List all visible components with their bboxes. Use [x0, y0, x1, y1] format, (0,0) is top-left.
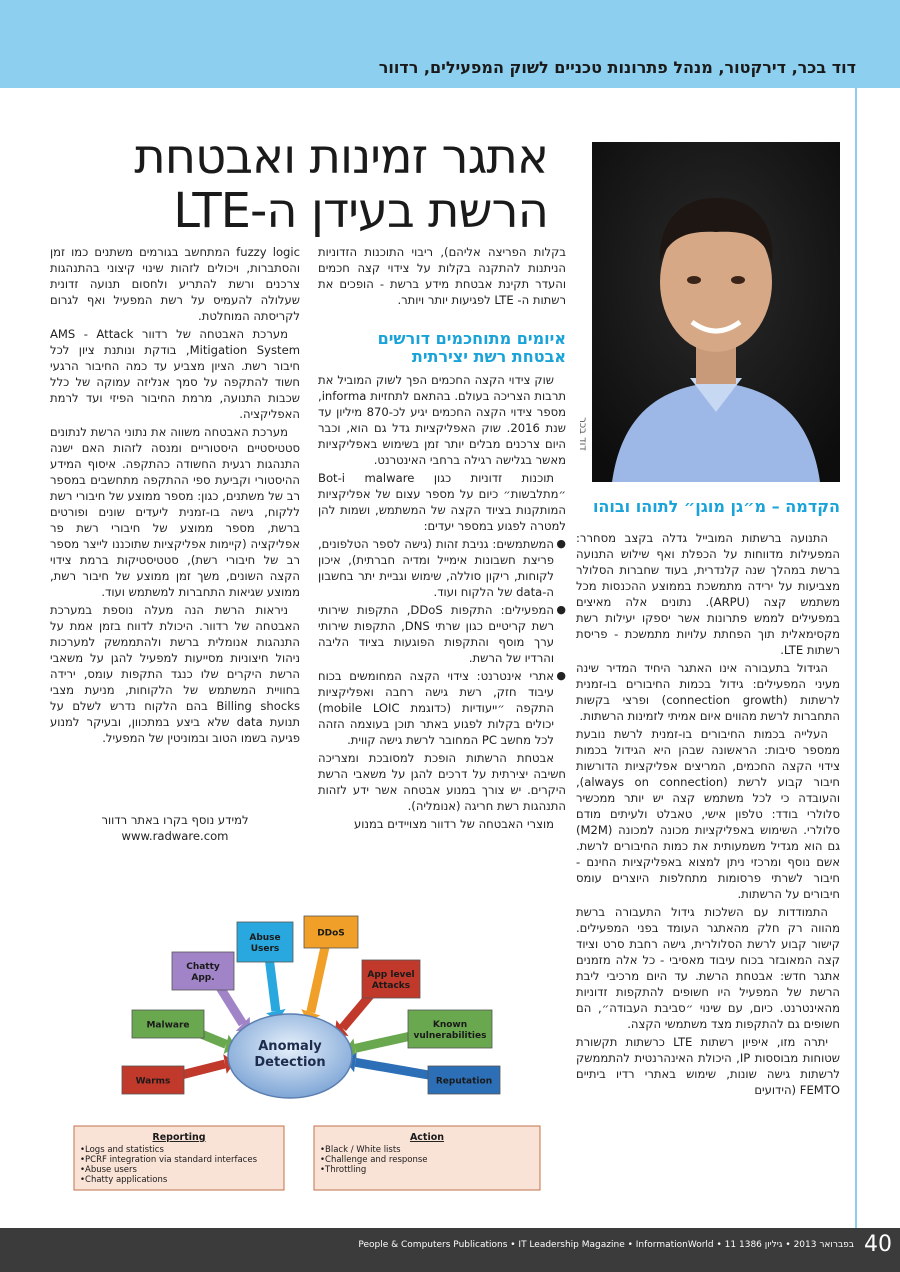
- target-list: [318, 536, 566, 748]
- reporting-title: Reporting: [152, 1132, 206, 1143]
- reporting-item: •PCRF integration via standard interfaces: [80, 1155, 258, 1165]
- photo-caption: [572, 410, 588, 458]
- diagram-node-label: App level: [367, 970, 415, 980]
- anomaly-detection-diagram: [52, 908, 560, 1193]
- section2-heading-line-2: אבטחת רשת יצירתית: [411, 347, 566, 366]
- footer-publication-info: People & Computers Publications • IT Leadership Magazine • InformationWorld • 11 בפברואר 2013 • גיליון 1386: [358, 1240, 854, 1250]
- hub-label-line-2: Detection: [254, 1055, 326, 1070]
- hub-label-line-1: Anomaly: [258, 1039, 322, 1054]
- section3-paragraph: מערכת האבטחה משווה את נתוני הרשת לנתונים סטטיסטיים היסטוריים ומנסה לזהות האם ישנה התנהגות רגעית החשודה כהתקפה. איסוף המידע ההיסטורי וקביעת ספי ההתקפה מתחשבים במספר רב של משתנים, כגון: מספר ממוצע של חיבורי רשת ללקוח, גישה בו-זמנית ליעדים שונים ופורטים ברשת, מספר ממוצע של חיבורי רשת פר אפליקציה (קיימות אפליקציות שתוכננו לייצר מספר רב של חיבורי רשת), סטטיסטיקות ברמת צידוי הקצה השונים, משך זמן ממוצע של חיבור רשת, ממוצע שגיאות התחברות למשתמש ועוד.: [50, 425, 300, 599]
- more-info-text: למידע נוסף בקרו באתר רדוור: [101, 813, 249, 827]
- article-title: [98, 130, 548, 238]
- section2-heading-line-1: איומים מתוחכמים דורשים: [377, 329, 566, 348]
- section1-paragraph: הגידול בתעבורה אינו האתגר היחיד המדיר שינה מעיני המפעילים: גידול בכמות החיבורים בו-זמנית לרשתות (connection growth) ופרצי בקשות התחברות לרשת מהווים איום אמיתי לזמינות הרשתות.: [576, 661, 841, 723]
- reporting-item: •Abuse users: [80, 1165, 137, 1175]
- diagram-svg: [52, 908, 560, 1193]
- section2-paragraph: שוק צידוי הקצה החכמים הפך לשוק המוביל את תרבות הצריכה בעולם. בהתאם לתחזיות informa, מספר צידוי הקצה החכמים יגיע לכ-870 מיליון עד שנת 2016. שוק האפליקציות גדל גם הוא, וכבר היום צרכנים מבלים יותר זמן בשימוש באפליקציות מאשר בגלישה רגילה ברחבי האינטרנט.: [318, 373, 566, 467]
- action-item: •Challenge and response: [320, 1155, 428, 1165]
- column-left: [50, 244, 300, 748]
- column-middle-body: [318, 372, 566, 834]
- author-byline: דוד בכר, דירקטור, מנהל פתרונות טכניים לשוק המפעילים, רדוור: [378, 58, 856, 77]
- section3-paragraph: fuzzy logic המתחשב בגורמים משתנים כמו זמן והסתברות, ויכולים לזהות שינוי קיצוני בהתנהגות צרכנים ורשת להתריע ולחסום תנועה זדונית שעלולה להעמיס על רשת המפעיל ואף לגרום לקריסתה המוחלטת.: [50, 245, 300, 323]
- section2-heading: [318, 330, 566, 366]
- diagram-node-label: Malware: [146, 1020, 190, 1031]
- diagram-node-label: App.: [191, 973, 215, 983]
- section1-paragraph: יתרה מזו, איפיון רשתות LTE כרשתות תקשורת שטוחות מבוססות IP, היכולת האינהרנטית להתממשק לרשתות גישה שונות, שימוש באתרי רדיו ביתיים FEMTO (הידועים: [576, 1035, 840, 1097]
- footer-band: [0, 1228, 900, 1272]
- section2-intro: בקלות הפריצה אליהם), ריבוי התוכנות הזדוניות הניתנות להתקנה בקלות על צידוי קצה חכמים והעדר תקינת אבטחת מידע ברשת - הופכים את רשתות ה- LTE לפגיעות יותר ויותר.: [318, 245, 566, 307]
- more-info: [50, 812, 300, 844]
- reporting-item: •Logs and statistics: [80, 1145, 164, 1155]
- action-title: Action: [409, 1132, 445, 1143]
- title-line-1: אתגר זמינות ואבטחת: [134, 129, 548, 185]
- page-number: 40: [864, 1232, 892, 1257]
- diagram-node-label: Abuse: [249, 933, 281, 943]
- diagram-node-label: Known: [432, 1020, 468, 1030]
- section1-heading: הקדמה – מ״גן מוגן״ לתוהו ובוהו: [592, 497, 840, 516]
- diagram-arrow: [269, 956, 276, 1011]
- list-item: ● אתרי אינטרנט: צידוי הקצה המחומשים בכוח עיבוד חזק, רשת גישה רחבה ואפליקציות התקפה ״ייעודיות (כדוגמת mobile LOIC) יכולים בקלות לפגוע באתר תוכן בעוצמה הזהה לכל מחשב PC המחובר לרשת גישה קווית.: [318, 668, 566, 748]
- diagram-node-label: Chatty: [186, 962, 220, 972]
- section3-paragraph: מערכת האבטחה של רדוור AMS - Attack Mitigation System, בודקת ונותנת ציון לכל חיבור רשת. הציון מצביע עד כמה החיבור הרגעי חשוד להתקפה על סמך אנליזה עמוקה של כלל שכבות התנועה, מרמת החיבור הפיזי ועד לרמת האפליקציה.: [50, 327, 300, 421]
- section3-paragraph: ניראות הרשת הנה מעלה נוספת במערכת האבטחה של רדוור. היכולת לדווח בזמן אמת על התנהגות אנומלית ברשת ולהתממשק למערכות ניהול חיצוניות מסייעות למפעיל להגן על משאבי הרשת היקרים שלו כנגד התקפות עומס, ירידה בחוויית המשתמש של הלקוחות, מניעת מצבי Billing shocks בהם הלקוח נדרש לשלם על תנועת data שלא ביצע במתכוון, ובעיקר למנוע פגיעה בשמו הטוב ובמוניטין של המפעיל.: [50, 603, 301, 745]
- action-item: •Black / White lists: [320, 1145, 401, 1155]
- action-item: •Throttling: [320, 1165, 367, 1175]
- page-rule: [855, 88, 857, 1228]
- list-item: ● המשתמשים: גניבת זהות (גישה לספר הטלפונים, פריצת חשבונות אימייל ומדיה חברתית), איכון לקוחות, ריקון סוללה, שימוש וגביית יתר בחשבון ה-data של הלקוח ועוד.: [318, 536, 566, 600]
- author-portrait-image: [592, 142, 840, 482]
- reporting-item: •Chatty applications: [80, 1175, 168, 1185]
- diagram-node-label: Warms: [135, 1076, 171, 1087]
- list-item: ● המפעילים: התקפות DDoS, התקפות שירותי רשת קריטיים כגון שרתי DNS, התקפות שירותי ערך מוסף והתקפות הפוגעות בציוד הליבה והרדיו של הרשת.: [318, 602, 566, 666]
- title-line-2: הרשת בעידן ה-LTE: [173, 183, 548, 239]
- column-right: [576, 530, 840, 1100]
- diagram-node-label: Attacks: [371, 981, 411, 991]
- section2-paragraph: אבטחת הרשתות הופכת למסובכת ומצריכה חשיבה יצירתית על דרכים להגן על משאבי הרשת היקרים. יש צורך במנוע אבטחה אשר ידע לזהות התנהגות רשת חריגה (אנומליה).: [318, 751, 566, 813]
- diagram-arrow: [311, 945, 326, 1012]
- author-photo: [592, 142, 840, 482]
- diagram-node-label: Users: [250, 944, 280, 954]
- column-middle: [318, 244, 566, 310]
- section2-paragraph: תוכנות זדוניות כגון Bot-i malware ״מתלבשות״ כיום על מספר עצום של אפליקציות המותקנות בציוד הקצה של המשתמש, ושמות להן למטרה לפגוע במספר יעדים:: [318, 471, 566, 533]
- section1-paragraph: התמודדות עם השלכות גידול התעבורה ברשת מהווה רק חלק מהאתגר העומד בפני המפעילים. קישור קבוע לרשת הסלולרית, גישה רחבת סרט וציוד קצה המאובזר בכוח עיבוד מאסיבי - כל אלה מזמנים אתגר חדש: אבטחת הרשת. עד היום מרכיבי ליבת הרשת של המפעיל היו חשופים להתקפות זדוניות מהאינטרנט. כיום, עם שינוי ״סביבת העבודה״, הם חשופים גם להתקפות מצד משתמשי הקצה.: [576, 905, 840, 1031]
- website-link[interactable]: www.radware.com: [121, 829, 229, 843]
- diagram-node-label: DDoS: [317, 928, 345, 939]
- diagram-node-label: Reputation: [435, 1076, 493, 1087]
- photo-caption-text: דוד בכר: [577, 417, 588, 451]
- section2-paragraph: מוצרי האבטחה של רדוור מצויידים במנוע: [353, 817, 554, 831]
- section1-paragraph: העלייה בכמות החיבורים בו-זמנית לרשת נובעת ממספר סיבות: הראשונה שבהן היא הגידול בכמות צידוי הקצה החכמים, המריצים אפליקציות הדורשות חיבור קבוע לרשת (always on connection), והעובדה כי לכל משתמש קצה יש יותר ממכשיר סלולרי בודד: טלפון אישי, טאבלט ולעיתים מודם סלולרי. השימוש באפליקציות מכונה למכונה (M2M) גם הוא מגדיל משמעותית את כמות החיבורים לרשת. אשם נוסף ומרכזי ניתן למצוא באפליקציות החינם - חיבור לשרתי פרסומות מתחלפות היוצרים עומס חיבורים על הרשתות.: [576, 727, 840, 901]
- section1-paragraph: התנועה ברשתות המובייל גדלה בקצב מסחרר: המפעילות מדווחות על הכפלת ואף שילוש התנועה ברשת במהלך שנה קלנדרית, בעוד שחברות הסלולר מצביעות על ירידה מתמשכת בממוצע ההכנסות מכל משתמש קצה (ARPU). נתונים אלה מאיצים במפעילים לממש פתרונות אשר יספקו יעילות רשת מקסימאלית תוך הפחתת עלויות מתמשכת - פריסת רשתות LTE.: [576, 531, 840, 657]
- diagram-node-label: vulnerabilities: [413, 1031, 487, 1041]
